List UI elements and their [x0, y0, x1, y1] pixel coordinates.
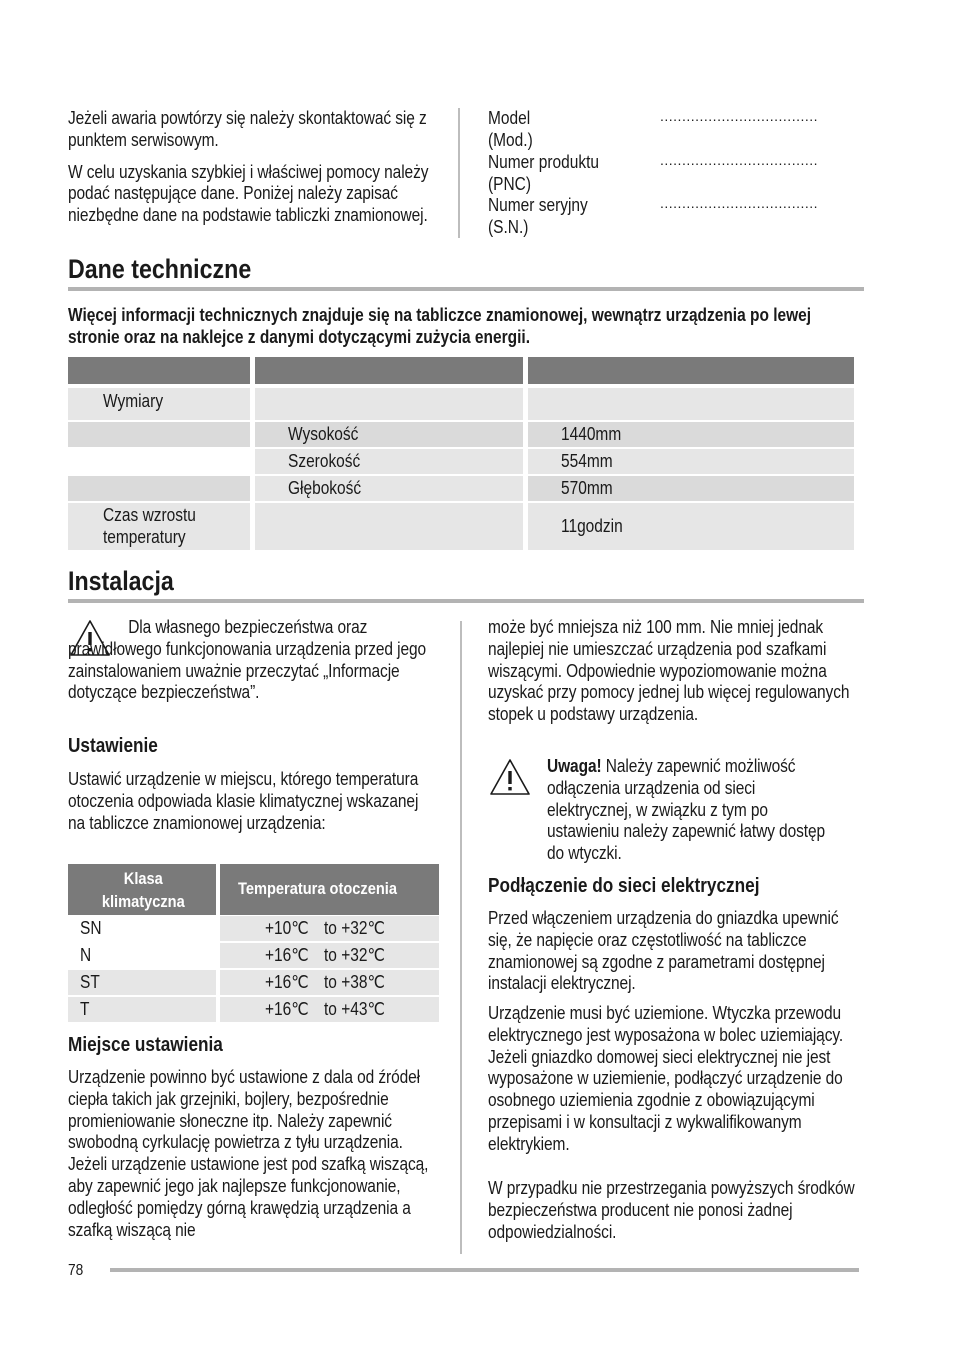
- depth-label: Głębokość: [288, 478, 362, 498]
- setup-title: Ustawienie: [68, 735, 158, 757]
- depth-value: 570mm: [561, 478, 613, 498]
- table-cell: [68, 476, 250, 501]
- table-header-cell: [528, 357, 854, 384]
- disconnect-warning: [547, 756, 844, 865]
- temp-from: +10℃: [265, 918, 309, 938]
- install-warning-text: Dla własnego bezpieczeństwa oraz prawidłowego funkcjonowania urządzenia przed jego zainstalowaniem uważnie przeczytać „Informacje dotyczące bezpieczeństwa”.: [68, 617, 427, 703]
- height-value: 1440mm: [561, 424, 622, 444]
- tech-note: Więcej informacji technicznych znajduje się na tabliczce znamionowej, wewnątrz urządzenia po lewej stronie oraz na naklejce z danymi dotyczącymi zużycia energii.: [68, 305, 812, 347]
- table-header-cell: [68, 357, 250, 384]
- temp-from: +16℃: [265, 999, 309, 1019]
- setup-text: Ustawić urządzenie w miejscu, którego temperatura otoczenia odpowiada klasie klimatycznej wskazanej na tabliczce znamionowej urządzenia:: [68, 769, 419, 833]
- intro-paragraph-1: Jeżeli awaria powtórzy się należy skontaktować się z punktem serwisowym.: [68, 108, 427, 150]
- climate-class-st: ST: [80, 972, 100, 992]
- serial-number-label: Numer seryjny (S.N.): [488, 195, 588, 237]
- table-cell: [528, 388, 854, 420]
- model-field: ....................................: [660, 108, 819, 124]
- column-divider: [458, 108, 460, 238]
- location-text: Urządzenie powinno być ustawione z dala od źródeł ciepła takich jak grzejniki, bojlery, bezpośrednie promieniowanie słoneczne itp. Należy zapewnić swobodną cyrkulację powietrza z tyłu urządzenia. Jeżeli urządzenie ustawione jest pod szafką wiszącą, aby zapewnić jego jak najlepsze funkcjonowanie, odległość pomiędzy górną krawędzią urządzenia a szafką wiszącą nie: [68, 1067, 429, 1240]
- page-number: 78: [68, 1262, 84, 1279]
- tech-section-title: Dane techniczne: [68, 254, 252, 284]
- table-cell: [68, 997, 216, 1022]
- height-label: Wysokość: [288, 424, 359, 444]
- climate-class-sn: SN: [80, 918, 102, 938]
- product-number-field: ....................................: [660, 152, 819, 168]
- column-divider: [460, 621, 462, 1254]
- temp-to: to +43℃: [324, 999, 385, 1019]
- section-rule: [68, 599, 864, 603]
- model-label: Model (Mod.): [488, 108, 533, 150]
- warning-text: Należy zapewnić możliwość odłączenia urządzenia od sieci elektrycznej, w związku z tym po ustawieniu należy zapewnić łatwy dostęp do wtyczki.: [547, 756, 826, 864]
- climate-class-header: Klasa klimatyczna: [101, 869, 185, 911]
- product-number-label: Numer produktu (PNC): [488, 152, 599, 194]
- intro-text: [68, 108, 446, 227]
- dimensions-label: Wymiary: [103, 391, 164, 411]
- serial-number-field: ....................................: [660, 195, 819, 211]
- footer-rule: [110, 1268, 859, 1272]
- location-title: Miejsce ustawienia: [68, 1034, 223, 1056]
- electrical-title: Podłączenie do sieci elektrycznej: [488, 875, 760, 897]
- climate-class-t: T: [80, 999, 90, 1019]
- width-label: Szerokość: [288, 451, 361, 471]
- temp-to: to +38℃: [324, 972, 385, 992]
- warning-icon: [488, 757, 532, 797]
- electrical-paragraph-2: Urządzenie musi być uziemione. Wtyczka przewodu elektrycznego jest wyposażona w bolec uziemiający. Jeżeli gniazdko domowej sieci elektrycznej nie jest wyposażone w uziemienie, podłączyć urządzenie do osobnego uziemienia zgodnie z obowiązującymi przepisami i w konsultacji z wykwalifikowanym elektrykiem.: [488, 1003, 844, 1154]
- table-cell: [255, 388, 523, 420]
- warning-bold-label: Uwaga!: [547, 756, 602, 776]
- section-rule: [68, 287, 864, 291]
- rise-time-label: Czas wzrostu temperatury: [103, 505, 196, 547]
- temp-from: +16℃: [265, 945, 309, 965]
- intro-paragraph-2: W celu uzyskania szybkiej i właściwej pomocy należy podać następujące dane. Poniżej należy zapisać niezbędne dane na podstawie tabliczki znamionowej.: [68, 161, 429, 226]
- climate-class-n: N: [80, 945, 92, 965]
- electrical-paragraph-3: W przypadku nie przestrzegania powyższych środków bezpieczeństwa producent nie ponosi żadnej odpowiedzialności.: [488, 1178, 855, 1242]
- width-value: 554mm: [561, 451, 613, 471]
- table-cell: [68, 449, 250, 474]
- temp-to: to +32℃: [324, 945, 385, 965]
- table-cell: [255, 503, 523, 550]
- location-text-continued: może być mniejsza niż 100 mm. Nie mniej jednak najlepiej nie umieszczać urządzenia pod szafkami wiszącymi. Odpowiednie wypoziomowanie można uzyskać przy pomocy jednej lub więcej regulowanych stopek u podstawy urządzenia.: [488, 617, 850, 725]
- temp-from: +16℃: [265, 972, 309, 992]
- ambient-temp-header: Temperatura otoczenia: [238, 879, 397, 898]
- rise-time-value: 11godzin: [561, 516, 623, 536]
- table-header-cell: [255, 357, 523, 384]
- electrical-paragraph-1: Przed włączeniem urządzenia do gniazdka upewnić się, że napięcie oraz częstotliwość na tabliczce znamionowej są zgodne z parametrami dostępnej instalacji elektrycznej.: [488, 908, 839, 994]
- install-section-title: Instalacja: [68, 566, 174, 596]
- temp-to: to +32℃: [324, 918, 385, 938]
- table-cell: [68, 422, 250, 447]
